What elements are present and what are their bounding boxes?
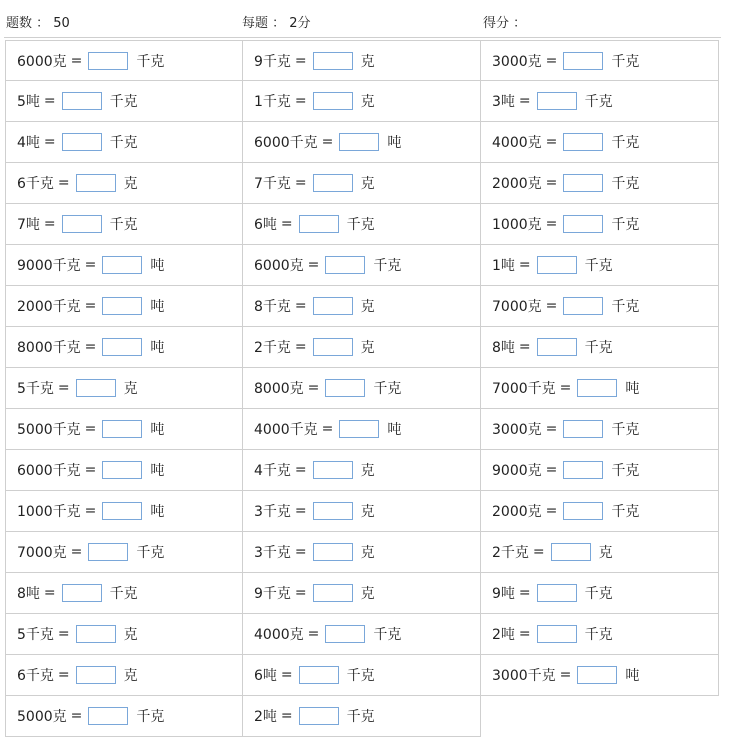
answer-input[interactable] [102, 420, 142, 438]
problem-quantity: 1000克 [492, 217, 542, 233]
problem-cell [243, 204, 481, 245]
problem-quantity: 1千克 [254, 94, 291, 110]
equals-sign: = [518, 626, 531, 642]
equals-sign: = [43, 585, 56, 601]
problem-cell [481, 122, 719, 163]
answer-input[interactable] [62, 92, 102, 110]
problem-quantity: 5千克 [17, 627, 54, 643]
problem-quantity: 7千克 [254, 176, 291, 192]
answer-input[interactable] [313, 52, 353, 70]
problem-cell [5, 245, 243, 286]
problem-cell [481, 409, 719, 450]
target-unit: 千克 [373, 627, 402, 643]
target-unit: 克 [123, 668, 138, 684]
equals-sign: = [545, 298, 558, 314]
answer-input[interactable] [299, 707, 339, 725]
problem-quantity: 4000克 [492, 135, 542, 151]
target-unit: 千克 [346, 709, 375, 725]
equals-sign: = [321, 134, 334, 150]
problem-quantity: 3000克 [492, 422, 542, 438]
answer-input[interactable] [577, 666, 617, 684]
target-unit: 克 [360, 299, 375, 315]
problem-cell [481, 655, 719, 696]
equals-sign: = [43, 134, 56, 150]
answer-input[interactable] [325, 625, 365, 643]
answer-input[interactable] [76, 379, 116, 397]
problem-cell [5, 286, 243, 327]
target-unit: 克 [123, 176, 138, 192]
equals-sign: = [294, 52, 307, 69]
target-unit: 吨 [150, 422, 165, 438]
problem-quantity: 6吨 [254, 668, 277, 684]
answer-input[interactable] [88, 707, 128, 725]
problem-quantity: 2千克 [254, 340, 291, 356]
problem-quantity: 7000克 [492, 299, 542, 315]
problem-cell [481, 81, 719, 122]
target-unit: 克 [360, 176, 375, 192]
equals-sign: = [84, 462, 97, 478]
answer-input[interactable] [102, 461, 142, 479]
problem-cell [5, 409, 243, 450]
target-unit: 克 [360, 504, 375, 520]
problem-quantity: 6千克 [17, 668, 54, 684]
target-unit: 吨 [150, 463, 165, 479]
problem-quantity: 8000克 [254, 381, 304, 397]
equals-sign: = [84, 298, 97, 314]
target-unit: 克 [123, 381, 138, 397]
problem-quantity: 5000克 [17, 709, 67, 725]
target-unit: 千克 [136, 545, 165, 561]
answer-input[interactable] [563, 174, 603, 192]
problem-quantity: 1000千克 [17, 504, 81, 520]
problem-quantity: 8吨 [492, 340, 515, 356]
problem-cell [243, 286, 481, 327]
equals-sign: = [532, 544, 545, 560]
equals-sign: = [84, 339, 97, 355]
problem-quantity: 8000千克 [17, 340, 81, 356]
equals-sign: = [545, 52, 558, 69]
problem-quantity: 4千克 [254, 463, 291, 479]
answer-input[interactable] [313, 174, 353, 192]
target-unit: 千克 [584, 94, 613, 110]
problem-quantity: 6000克 [254, 258, 304, 274]
equals-sign: = [307, 257, 320, 273]
problem-cell [481, 40, 719, 81]
target-unit: 千克 [611, 299, 640, 315]
answer-input[interactable] [339, 133, 379, 151]
answer-input[interactable] [551, 543, 591, 561]
target-unit: 吨 [387, 422, 402, 438]
answer-input[interactable] [537, 92, 577, 110]
answer-input[interactable] [313, 461, 353, 479]
problem-cell [243, 81, 481, 122]
problem-quantity: 3000千克 [492, 668, 556, 684]
answer-input[interactable] [537, 625, 577, 643]
problem-cell [5, 491, 243, 532]
problem-quantity: 4吨 [17, 135, 40, 151]
equals-sign: = [294, 93, 307, 109]
problem-cell [243, 368, 481, 409]
answer-input[interactable] [325, 256, 365, 274]
target-unit: 千克 [611, 463, 640, 479]
equals-sign: = [518, 257, 531, 273]
problem-cell [243, 655, 481, 696]
answer-input[interactable] [313, 584, 353, 602]
problem-cell [5, 450, 243, 491]
problem-cell [5, 122, 243, 163]
target-unit: 千克 [611, 422, 640, 438]
problem-cell [481, 532, 719, 573]
answer-input[interactable] [313, 92, 353, 110]
equals-sign: = [559, 380, 572, 396]
equals-sign: = [280, 216, 293, 232]
problem-cell [481, 204, 719, 245]
answer-input[interactable] [537, 256, 577, 274]
target-unit: 千克 [584, 340, 613, 356]
target-unit: 克 [360, 586, 375, 602]
problem-cell [481, 368, 719, 409]
answer-input[interactable] [102, 338, 142, 356]
answer-input[interactable] [299, 666, 339, 684]
problem-quantity: 6000克 [17, 53, 67, 70]
target-unit: 吨 [150, 258, 165, 274]
answer-input[interactable] [563, 502, 603, 520]
answer-input[interactable] [62, 133, 102, 151]
answer-input[interactable] [339, 420, 379, 438]
problem-cell [243, 122, 481, 163]
equals-sign: = [294, 544, 307, 560]
answer-input[interactable] [563, 297, 603, 315]
target-unit: 千克 [346, 668, 375, 684]
problem-cell [481, 614, 719, 655]
problem-quantity: 3千克 [254, 545, 291, 561]
problem-quantity: 5千克 [17, 381, 54, 397]
problem-quantity: 3000克 [492, 53, 542, 70]
problem-cell [243, 163, 481, 204]
equals-sign: = [294, 503, 307, 519]
target-unit: 千克 [373, 258, 402, 274]
equals-sign: = [294, 462, 307, 478]
target-unit: 千克 [109, 94, 138, 110]
problem-cell [5, 327, 243, 368]
problem-cell [481, 450, 719, 491]
answer-input[interactable] [102, 502, 142, 520]
problem-quantity: 2吨 [492, 627, 515, 643]
answer-input[interactable] [76, 174, 116, 192]
problem-cell [481, 245, 719, 286]
equals-sign: = [294, 339, 307, 355]
equals-sign: = [518, 339, 531, 355]
target-unit: 千克 [136, 709, 165, 725]
equals-sign: = [307, 380, 320, 396]
problem-quantity: 9千克 [254, 53, 291, 70]
problem-cell [5, 163, 243, 204]
equals-sign: = [70, 544, 83, 560]
equals-sign: = [307, 626, 320, 642]
problem-quantity: 2000千克 [17, 299, 81, 315]
answer-input[interactable] [76, 625, 116, 643]
target-unit: 吨 [387, 135, 402, 151]
problem-cell [5, 40, 243, 81]
problem-cell [243, 491, 481, 532]
score-label: 得分 ： [483, 16, 527, 31]
worksheet-header [0, 0, 729, 38]
problem-quantity: 2000克 [492, 176, 542, 192]
problem-quantity: 7吨 [17, 217, 40, 233]
target-unit: 克 [360, 340, 375, 356]
problem-quantity: 9吨 [492, 586, 515, 602]
target-unit: 吨 [150, 299, 165, 315]
empty-cell [481, 696, 719, 737]
problem-cell [5, 655, 243, 696]
answer-input[interactable] [88, 543, 128, 561]
equals-sign: = [545, 134, 558, 150]
answer-input[interactable] [563, 215, 603, 233]
target-unit: 千克 [584, 586, 613, 602]
problem-cell [243, 245, 481, 286]
equals-sign: = [43, 93, 56, 109]
target-unit: 克 [360, 94, 375, 110]
equals-sign: = [43, 216, 56, 232]
target-unit: 克 [360, 53, 375, 70]
problem-quantity: 9000千克 [17, 258, 81, 274]
answer-input[interactable] [62, 215, 102, 233]
equals-sign: = [545, 216, 558, 232]
equals-sign: = [545, 421, 558, 437]
problem-quantity: 4000千克 [254, 422, 318, 438]
problem-quantity: 2吨 [254, 709, 277, 725]
equals-sign: = [280, 667, 293, 683]
problem-cell [5, 614, 243, 655]
answer-input[interactable] [76, 666, 116, 684]
problem-cell [243, 696, 481, 737]
answer-input[interactable] [313, 297, 353, 315]
target-unit: 克 [123, 627, 138, 643]
target-unit: 千克 [346, 217, 375, 233]
problem-cell [243, 614, 481, 655]
equals-sign: = [545, 503, 558, 519]
target-unit: 吨 [150, 504, 165, 520]
target-unit: 克 [598, 545, 613, 561]
problem-quantity: 2000克 [492, 504, 542, 520]
equals-sign: = [57, 667, 70, 683]
equals-sign: = [70, 708, 83, 724]
problem-cell [5, 204, 243, 245]
equals-sign: = [84, 503, 97, 519]
problem-quantity: 8吨 [17, 586, 40, 602]
target-unit: 克 [360, 463, 375, 479]
target-unit: 吨 [150, 340, 165, 356]
problem-quantity: 6000千克 [17, 463, 81, 479]
target-unit: 千克 [611, 135, 640, 151]
target-unit: 千克 [611, 504, 640, 520]
answer-input[interactable] [537, 338, 577, 356]
equals-sign: = [321, 421, 334, 437]
target-unit: 千克 [584, 627, 613, 643]
problem-quantity: 3吨 [492, 94, 515, 110]
problem-quantity: 3千克 [254, 504, 291, 520]
answer-input[interactable] [88, 52, 128, 70]
answer-input[interactable] [102, 256, 142, 274]
problem-cell [243, 450, 481, 491]
answer-input[interactable] [299, 215, 339, 233]
target-unit: 千克 [584, 258, 613, 274]
equals-sign: = [57, 380, 70, 396]
problem-quantity: 4000克 [254, 627, 304, 643]
problem-cell [243, 409, 481, 450]
problem-cell [5, 573, 243, 614]
target-unit: 克 [360, 545, 375, 561]
problem-quantity: 5000千克 [17, 422, 81, 438]
equals-sign: = [559, 667, 572, 683]
equals-sign: = [545, 462, 558, 478]
target-unit: 吨 [625, 668, 640, 684]
problem-quantity: 6吨 [254, 217, 277, 233]
problem-cell [5, 368, 243, 409]
problem-quantity: 7000千克 [492, 381, 556, 397]
problem-quantity: 6千克 [17, 176, 54, 192]
equals-sign: = [84, 257, 97, 273]
target-unit: 千克 [109, 586, 138, 602]
answer-input[interactable] [563, 52, 603, 70]
target-unit: 吨 [625, 381, 640, 397]
target-unit: 千克 [611, 176, 640, 192]
problem-quantity: 6000千克 [254, 135, 318, 151]
equals-sign: = [294, 298, 307, 314]
equals-sign: = [70, 52, 83, 69]
equals-sign: = [294, 585, 307, 601]
problem-quantity: 1吨 [492, 258, 515, 274]
problem-cell [243, 573, 481, 614]
problem-quantity: 7000克 [17, 545, 67, 561]
problem-cell [481, 491, 719, 532]
problem-cell [481, 163, 719, 204]
answer-input[interactable] [325, 379, 365, 397]
problem-quantity: 9000克 [492, 463, 542, 479]
equals-sign: = [294, 175, 307, 191]
target-unit: 千克 [373, 381, 402, 397]
problem-quantity: 5吨 [17, 94, 40, 110]
target-unit: 千克 [109, 217, 138, 233]
target-unit: 千克 [109, 135, 138, 151]
equals-sign: = [545, 175, 558, 191]
answer-input[interactable] [563, 461, 603, 479]
equals-sign: = [518, 93, 531, 109]
equals-sign: = [57, 626, 70, 642]
target-unit: 千克 [611, 217, 640, 233]
points-per-question: 每题 ： 2分 [242, 16, 311, 31]
answer-input[interactable] [313, 502, 353, 520]
problem-cell [243, 327, 481, 368]
problem-cell [243, 532, 481, 573]
problem-cell [243, 40, 481, 81]
problem-cell [481, 573, 719, 614]
problem-cell [5, 81, 243, 122]
equals-sign: = [280, 708, 293, 724]
answer-input[interactable] [62, 584, 102, 602]
problem-cell [5, 532, 243, 573]
answer-input[interactable] [563, 133, 603, 151]
answer-input[interactable] [313, 338, 353, 356]
problem-cell [5, 696, 243, 737]
problem-cell [481, 327, 719, 368]
equals-sign: = [84, 421, 97, 437]
target-unit: 千克 [611, 53, 640, 70]
problem-grid [5, 40, 719, 737]
problem-cell [481, 286, 719, 327]
problem-quantity: 9千克 [254, 586, 291, 602]
question-count: 题数 ： 50 [6, 16, 70, 31]
answer-input[interactable] [577, 379, 617, 397]
answer-input[interactable] [537, 584, 577, 602]
answer-input[interactable] [313, 543, 353, 561]
equals-sign: = [57, 175, 70, 191]
problem-quantity: 8千克 [254, 299, 291, 315]
answer-input[interactable] [563, 420, 603, 438]
answer-input[interactable] [102, 297, 142, 315]
problem-quantity: 2千克 [492, 545, 529, 561]
target-unit: 千克 [136, 53, 165, 70]
equals-sign: = [518, 585, 531, 601]
